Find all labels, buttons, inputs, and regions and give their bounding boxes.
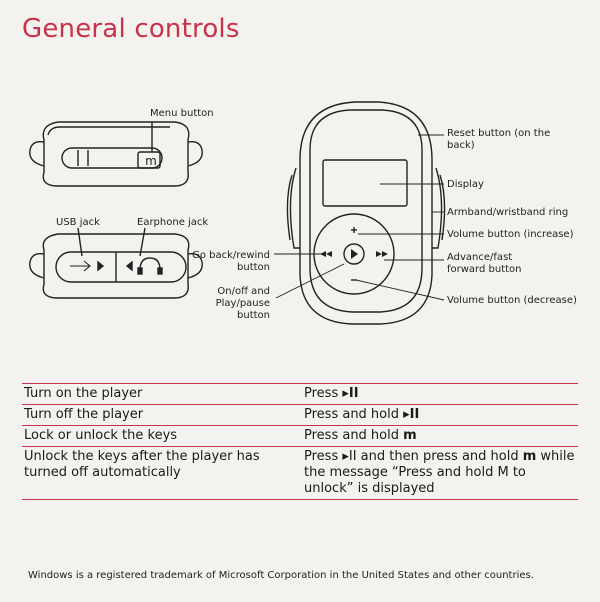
go-back-label: Go back/rewind button bbox=[192, 250, 270, 273]
armband-label: Armband/wristband ring bbox=[447, 207, 569, 218]
instruction-cell bbox=[302, 384, 578, 405]
instruction-text: Press ▸II and then press and hold bbox=[304, 449, 523, 464]
player-top-view bbox=[30, 122, 202, 186]
volume-down-label: Volume button (decrease) bbox=[447, 295, 577, 306]
table-row bbox=[22, 384, 578, 405]
key-symbol: ▸II bbox=[342, 386, 359, 401]
on-off-label: On/off and Play/pause button bbox=[215, 286, 270, 321]
display-label: Display bbox=[447, 179, 484, 190]
player-bottom-view bbox=[30, 228, 202, 298]
instruction-text-end: while the message “Press and hold M to unlock” is displayed bbox=[304, 449, 575, 496]
reset-label: Reset button (on the back) bbox=[447, 128, 551, 151]
trademark-footnote: Windows is a registered trademark of Microsoft Corporation in the United States and other countries. bbox=[28, 570, 534, 581]
earphone-jack-label: Earphone jack bbox=[137, 217, 209, 228]
menu-button-label: Menu button bbox=[150, 108, 214, 119]
instruction-cell bbox=[302, 426, 578, 447]
volume-up-label: Volume button (increase) bbox=[447, 229, 574, 240]
table-row bbox=[22, 405, 578, 426]
instruction-text: Press and hold bbox=[304, 428, 404, 443]
instruction-text: Press bbox=[304, 386, 343, 401]
key-symbol: m bbox=[522, 449, 537, 464]
instruction-cell bbox=[302, 447, 578, 500]
instruction-cell bbox=[302, 405, 578, 426]
action-cell: Turn on the player bbox=[24, 386, 143, 401]
table-row bbox=[22, 426, 578, 447]
instruction-text: Press and hold bbox=[304, 407, 404, 422]
key-symbol: m bbox=[403, 428, 417, 443]
action-cell: Turn off the player bbox=[24, 407, 144, 422]
page-title: General controls bbox=[22, 14, 240, 44]
table-row bbox=[22, 447, 578, 500]
key-symbol: ▸II bbox=[403, 407, 420, 422]
advance-label: Advance/fast forward button bbox=[447, 252, 522, 275]
usb-jack-label: USB jack bbox=[56, 217, 100, 228]
controls-table bbox=[22, 383, 578, 500]
action-cell: Unlock the keys after the player has turned off automatically bbox=[24, 449, 260, 480]
action-cell: Lock or unlock the keys bbox=[24, 428, 178, 443]
menu-key-glyph: m bbox=[145, 154, 157, 168]
